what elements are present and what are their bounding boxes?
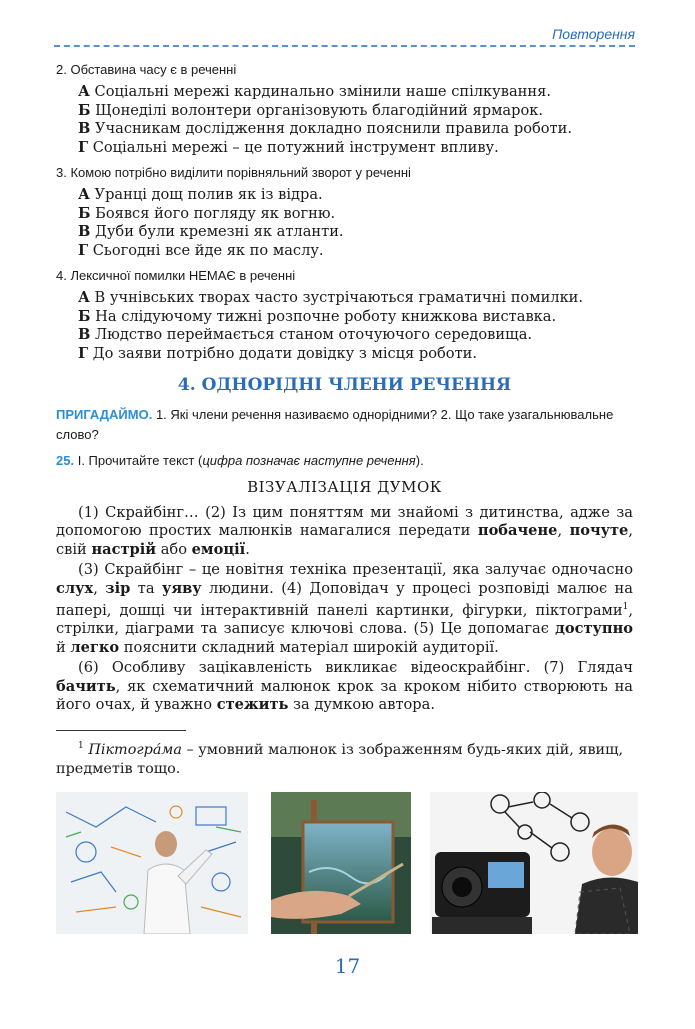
footnote: $^1$ Піктогра́ма – умовний малюнок із зображенням будь-яких дій, явищ, предметів тощо. [56,741,624,777]
paragraph-2: (3) Скрайбінг – це новітня техніка презентації, яка залучає одночасно слух, зір та уяву людини. (4) Доповідач у процесі розповіді малює на папері, дошці чи інтерактивній панелі картинки, фігурки, піктограми$^1$, стрілки, діаграми та записує ключові слова. (5) Це допомагає доступно й легко пояснити складний матеріал широкій аудиторії. [56,561,633,656]
question-label: 3. Комою потрібно виділити порівняльний зворот у реченні [56,165,411,180]
remember-text: 1. Які члени речення називаємо однорідними? 2. Що таке узагальнювальне слово? [56,407,614,442]
option-a: А Соціальні мережі кардинально змінили наше спілкування. [78,83,551,100]
option-b: Б Щонеділі волонтери організовують благодійний ярмарок. [78,101,544,119]
page-content [56,62,633,778]
whiteboard-man-image [56,792,248,934]
question-2 [56,62,633,157]
option-g: Г До заяви потрібно додати довідку з місця роботи. [78,344,478,362]
text-title: ВІЗУАЛІЗАЦІЯ ДУМОК [247,478,442,496]
option-b: Б Боявся його погляду як вогню. [78,204,336,222]
option-g: Г Соціальні мережі – це потужний інструмент впливу. [78,138,499,156]
option-v: В Людство переймається станом оточуючого середовища. [78,326,533,343]
task-number: 25. [56,453,75,468]
option-a: А Уранці дощ полив як із відра. [78,186,323,203]
paragraph-3: (6) Особливу зацікавленість викликає відеоскрайбінг. (7) Глядач бачить, як схематичний малюнок крок за кроком нібито створюють на його очах, й уважно стежить за думкою автора. [56,659,633,713]
question-label: 2. Обставина часу є в реченні [56,62,237,77]
question-label: 4. Лексичної помилки НЕМАЄ в реченні [56,268,296,283]
option-a: А В учнівських творах часто зустрічаються граматичні помилки. [78,289,584,306]
illustrations-row [56,792,638,934]
option-g: Г Сьогодні все йде як по маслу. [78,241,324,259]
footnote-marker[interactable]: 1 [622,602,629,613]
footnote-term: Піктогра́ма [88,742,182,759]
running-header: Повторення [552,26,635,42]
paragraph-1: (1) Скрайбінг… (2) Із цим поняттям ми знайомі з дитинства, адже за допомогою простих малюнків намагалися передати побачене, почуте, свій настрій або емоції. [56,504,633,558]
option-b: Б На слідуючому тижні розпочне роботу книжкова виставка. [78,307,557,325]
remember-label: ПРИГАДАЙМО. [56,407,153,422]
footnote-divider [56,730,186,731]
painting-easel-image [271,792,411,934]
option-v: В Дуби були кремезні як атланти. [78,223,344,240]
option-v: В Учасникам дослідження докладно пояснили правила роботи. [78,120,572,137]
header-divider [54,45,635,47]
question-3 [56,165,633,260]
section-title: 4. ОДНОРІДНІ ЧЛЕНИ РЕЧЕННЯ [177,375,512,395]
video-camera-image [430,792,638,934]
page-number: 17 [334,954,361,978]
remember-block [56,405,633,445]
task-25: 25. І. Прочитайте текст (цифра позначає наступне речення). [56,453,424,468]
question-4 [56,268,633,363]
